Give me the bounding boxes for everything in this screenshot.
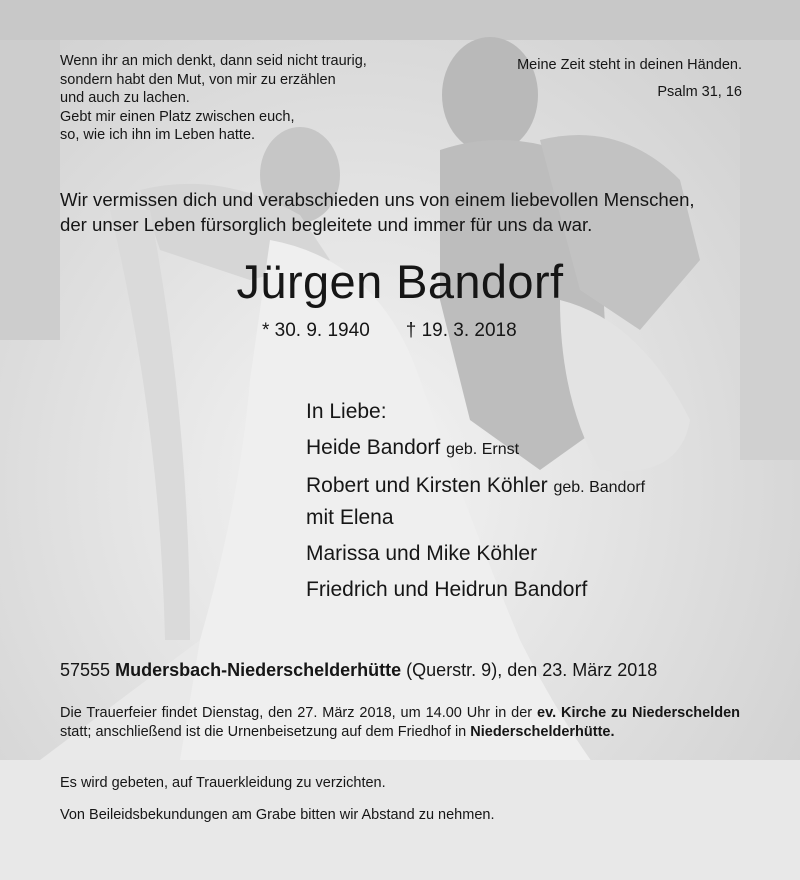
mourners-list (306, 397, 766, 605)
mourner-friedrich: Friedrich und Heidrun Bandorf (306, 578, 588, 601)
clothing-note: Es wird gebeten, auf Trauerkleidung zu verzichten. (60, 775, 386, 791)
funeral-text-2: statt; anschließend ist die Urnenbeisetzung auf dem Friedhof in (60, 724, 467, 741)
poem-line: Wenn ihr an mich denkt, dann seid nicht traurig, (60, 53, 367, 69)
poem-line: und auch zu lachen. (60, 90, 190, 107)
town-name: Mudersbach-Niederschelderhütte (115, 660, 402, 680)
funeral-info (60, 704, 740, 743)
funeral-text-1: Die Trauerfeier findet Dienstag, den 27. März 2018, um 14.00 Uhr in der (60, 705, 533, 721)
mourner-with-elena: mit Elena (306, 506, 394, 529)
poem-line: Gebt mir einen Platz zwischen euch, (60, 108, 295, 125)
life-dates (262, 318, 517, 344)
mourner-robert (306, 471, 766, 503)
bible-verse (442, 52, 742, 106)
deceased-name: Jürgen Bandorf (236, 255, 564, 308)
condolence-note: Von Beileidsbekundungen am Grabe bitten wir Abstand zu nehmen. (60, 807, 495, 823)
maiden-name: geb. Ernst (446, 441, 520, 458)
death-date: † 19. 3. 2018 (405, 320, 517, 341)
place-and-date (60, 658, 750, 682)
mourner-heide (306, 433, 766, 465)
birth-date: * 30. 9. 1940 (262, 320, 370, 341)
address-date: (Querstr. 9), den 23. März 2018 (406, 660, 658, 680)
intro-text (60, 188, 750, 237)
mourner-marissa: Marissa und Mike Köhler (306, 542, 538, 565)
intro-line-1: Wir vermissen dich und verabschieden uns von einem liebevollen Menschen, (60, 189, 695, 210)
cemetery-name: Niederschelderhütte. (470, 724, 615, 741)
mourner-name: Heide Bandorf (306, 436, 441, 459)
mourners-heading: In Liebe: (306, 400, 387, 423)
intro-line-2: der unser Leben fürsorglich begleitete und immer für uns da war. (60, 213, 593, 235)
church-name: ev. Kirche zu Niederschelden (537, 705, 740, 721)
verse-source: Psalm 31, 16 (657, 84, 742, 100)
poem (60, 52, 440, 145)
maiden-name: geb. Bandorf (553, 479, 646, 496)
mourner-name: Robert und Kirsten Köhler (306, 474, 548, 497)
poem-line: sondern habt den Mut, von mir zu erzählen (60, 71, 336, 88)
poem-line: so, wie ich ihn im Leben hatte. (60, 127, 256, 144)
zip-code: 57555 (60, 660, 111, 680)
verse-quote: Meine Zeit steht in deinen Händen. (517, 57, 742, 73)
